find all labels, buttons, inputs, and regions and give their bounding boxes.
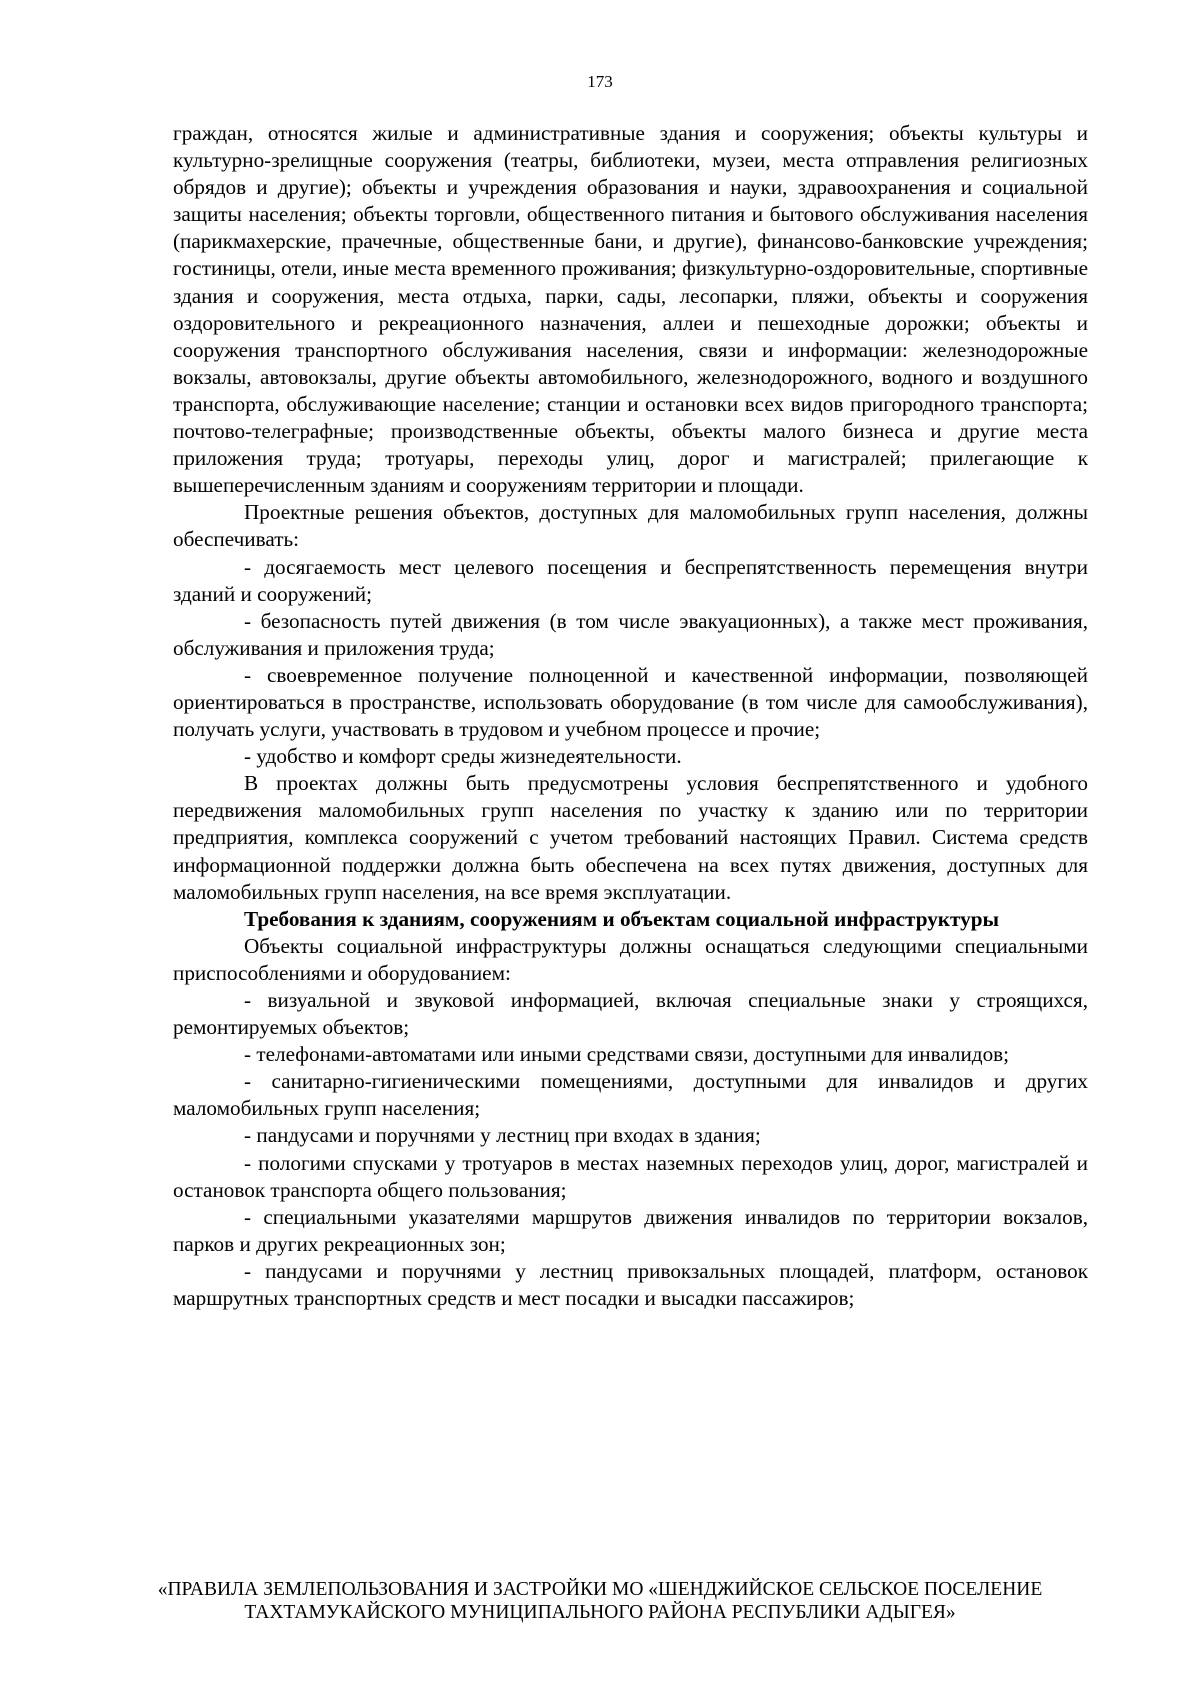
- footer-line-1: «ПРАВИЛА ЗЕМЛЕПОЛЬЗОВАНИЯ И ЗАСТРОЙКИ МО «ШЕНДЖИЙСКОЕ СЕЛЬСКОЕ ПОСЕЛЕНИЕ: [157, 1579, 1043, 1600]
- list-item: - специальными указателями маршрутов движения инвалидов по территории вокзалов, парков и других рекреационных зон;: [173, 1204, 1088, 1256]
- paragraph: граждан, относятся жилые и административные здания и сооружения; объекты культуры и культурно-зрелищные сооружения (театры, библиотеки, музеи, места отправления религиозных обрядов и другие); объекты и учреждения образования и науки, здравоохранения и социальной защиты населения; объекты торговли, общественного питания и бытового обслуживания населения (парикмахерские, прачечные, общественные бани, и другие), финансово-банковские учреждения; гостиницы, отели, иные места временного проживания; физкультурно-оздоровительные, спортивные здания и сооружения, места отдыха, парки, сады, лесопарки, пляжи, объекты и сооружения оздоровительного и рекреационного назначения, аллеи и пешеходные дорожки; объекты и сооружения транспортного обслуживания населения, связи и информации: железнодорожные вокзалы, автовокзалы, другие объекты автомобильного, железнодорожного, водного и воздушного транспорта, обслуживающие население; станции и остановки всех видов пригородного транспорта; почтово-телеграфные; производственные объекты, объекты малого бизнеса и другие места приложения труда; тротуары, переходы улиц, дорог и магистралей; прилегающие к вышеперечисленным зданиям и сооружениям территории и площади.: [173, 121, 1088, 498]
- paragraph: Объекты социальной инфраструктуры должны оснащаться следующими специальными приспособлениями и оборудованием:: [173, 933, 1088, 985]
- section-heading: Требования к зданиям, сооружениям и объектам социальной инфраструктуры: [244, 906, 1000, 931]
- paragraph: Проектные решения объектов, доступных для маломобильных групп населения, должны обеспечивать:: [173, 500, 1088, 552]
- list-item: - пандусами и поручнями у лестниц при входах в здания;: [244, 1123, 761, 1148]
- footer-line-2: ТАХТАМУКАЙСКОГО МУНИЦИПАЛЬНОГО РАЙОНА РЕСПУБЛИКИ АДЫГЕЯ»: [244, 1602, 956, 1623]
- list-item: - удобство и комфорт среды жизнедеятельности.: [244, 744, 682, 769]
- list-item: - санитарно-гигиеническими помещениями, доступными для инвалидов и других маломобильных групп населения;: [173, 1069, 1088, 1121]
- document-body: [173, 120, 1088, 1312]
- list-item: - пологими спусками у тротуаров в местах наземных переходов улиц, дорог, магистралей и остановок транспорта общего пользования;: [173, 1150, 1088, 1202]
- list-item: - визуальной и звуковой информацией, включая специальные знаки у строящихся, ремонтируемых объектов;: [173, 988, 1088, 1040]
- page-number: 173: [587, 72, 613, 91]
- list-item: - телефонами-автоматами или иными средствами связи, доступными для инвалидов;: [244, 1042, 1010, 1067]
- list-item: - безопасность путей движения (в том числе эвакуационных), а также мест проживания, обслуживания и приложения труда;: [173, 608, 1088, 660]
- list-item: - досягаемость мест целевого посещения и беспрепятственность перемещения внутри зданий и сооружений;: [173, 554, 1088, 606]
- list-item: - своевременное получение полноценной и качественной информации, позволяющей ориентироваться в пространстве, использовать оборудование (в том числе для самообслуживания), получать услуги, участвовать в трудовом и учебном процессе и прочие;: [173, 662, 1088, 742]
- paragraph: В проектах должны быть предусмотрены условия беспрепятственного и удобного передвижения маломобильных групп населения по участку к зданию или по территории предприятия, комплекса сооружений с учетом требований настоящих Правил. Система средств информационной поддержки должна быть обеспечена на всех путях движения, доступных для маломобильных групп населения, на все время эксплуатации.: [173, 771, 1088, 904]
- list-item: - пандусами и поручнями у лестниц привокзальных площадей, платформ, остановок маршрутных транспортных средств и мест посадки и высадки пассажиров;: [173, 1258, 1088, 1311]
- page-footer: [0, 1578, 1200, 1624]
